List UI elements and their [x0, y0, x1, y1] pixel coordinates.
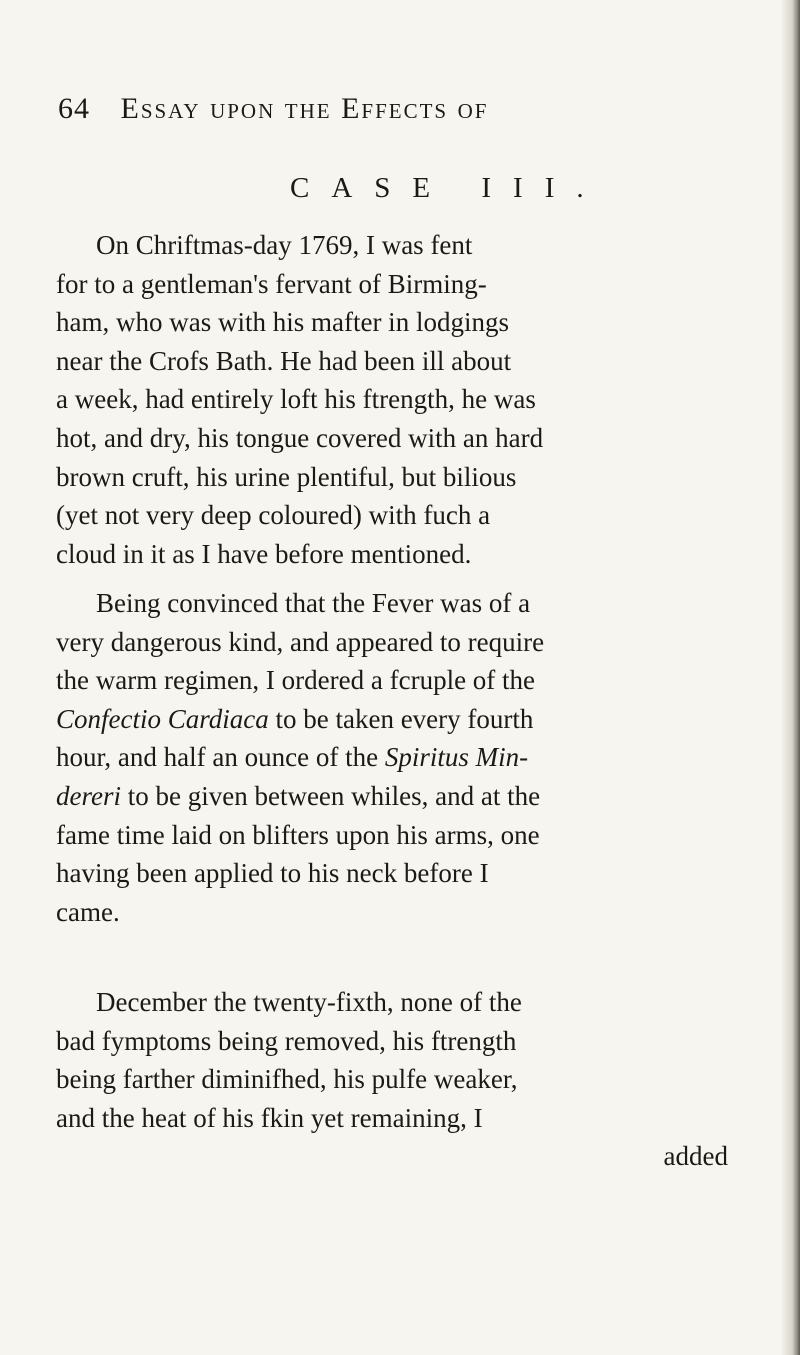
paragraph-1 — [56, 226, 728, 573]
text-line: near the Crofs Bath. He had been ill about — [56, 345, 512, 376]
text-line: Being convinced that the Fever was of a — [96, 588, 531, 618]
text-line: having been applied to his neck before I — [56, 858, 489, 889]
text-line — [56, 738, 728, 777]
text-line: very dangerous kind, and appeared to require — [56, 626, 545, 657]
text-line — [56, 700, 728, 739]
latin-term: Confectio Cardiaca — [56, 703, 269, 734]
text-line: came. — [56, 896, 120, 927]
text-line: On Chriftmas-day 1769, I was fent — [96, 230, 473, 260]
latin-term: Spiritus Min- — [384, 742, 529, 773]
text-line: for to a gentleman's fervant of Birming- — [56, 268, 487, 299]
text-line: the warm regimen, I ordered a fcruple of the — [56, 665, 536, 696]
catchword: added — [663, 1141, 728, 1172]
text-line: (yet not very deep coloured) with fuch a — [56, 500, 491, 531]
running-header — [58, 92, 718, 126]
text-line: bad fymptoms being removed, his ftrength — [56, 1025, 517, 1056]
text-line: December the twenty-fixth, none of the — [96, 987, 522, 1017]
text-line: brown cruft, his urine plentiful, but bilious — [56, 461, 517, 492]
text-line: a week, had entirely loft his ftrength, he was — [56, 384, 536, 415]
text-line: cloud in it as I have before mentioned. — [56, 538, 472, 569]
text-line: and the heat of his fkin yet remaining, I — [56, 1102, 483, 1133]
running-title: Essay upon the Effects of — [120, 92, 489, 125]
text-run: to be given between whiles, and at the — [120, 780, 541, 811]
paragraph-2 — [56, 584, 728, 931]
text-line: fame time laid on blifters upon his arms, one — [56, 819, 540, 850]
paragraph-3 — [56, 983, 728, 1176]
text-line: being farther diminifhed, his pulfe weaker, — [56, 1064, 518, 1095]
latin-term: dereri — [56, 780, 121, 811]
page-edge — [782, 0, 800, 1355]
case-heading: CASE III. — [290, 172, 606, 204]
text-run: hour, and half an ounce of the — [56, 742, 385, 773]
text-run: to be taken every fourth — [268, 703, 534, 734]
text-line: ham, who was with his mafter in lodgings — [56, 307, 509, 338]
text-line — [56, 777, 728, 816]
text-line: hot, and dry, his tongue covered with an hard — [56, 422, 544, 453]
page-number: 64 — [58, 92, 90, 125]
